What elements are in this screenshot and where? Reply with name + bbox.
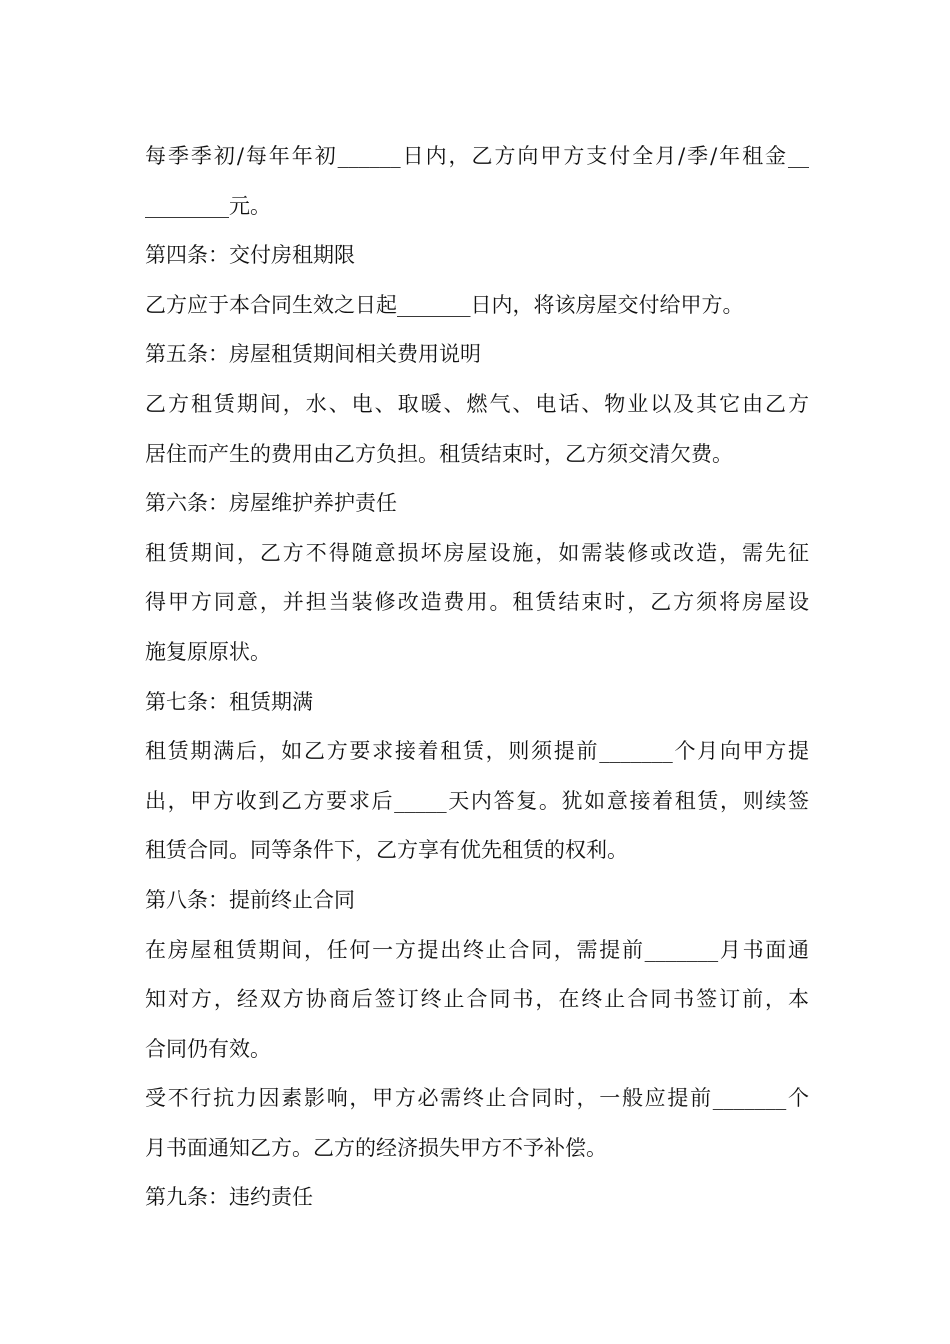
paragraph-line: ________元。 <box>145 193 271 218</box>
paragraph-line: 每季季初/每年年初______日内，乙方向甲方支付全月/季/年租金__ <box>145 144 809 168</box>
paragraph-line: 乙方应于本合同生效之日起_______日内，将该房屋交付给甲方。 <box>145 292 744 317</box>
paragraph-line: 得甲方同意，并担当装修改造费用。租赁结束时，乙方须将房屋设 <box>145 590 809 615</box>
paragraph-line: 租赁期满后，如乙方要求接着租赁，则须提前_______个月向甲方提 <box>145 739 809 764</box>
section-heading: 第九条：违约责任 <box>145 1185 313 1210</box>
paragraph-line: 出，甲方收到乙方要求后_____天内答复。犹如意接着租赁，则续签 <box>145 788 809 813</box>
paragraph-line: 租赁合同。同等条件下，乙方享有优先租赁的权利。 <box>145 838 628 863</box>
paragraph-line: 月书面通知乙方。乙方的经济损失甲方不予补偿。 <box>145 1135 607 1160</box>
paragraph-line: 合同仍有效。 <box>145 1036 271 1061</box>
section-heading: 第六条：房屋维护养护责任 <box>145 491 397 516</box>
paragraph-line: 居住而产生的费用由乙方负担。租赁结束时，乙方须交清欠费。 <box>145 441 733 466</box>
paragraph-line: 施复原原状。 <box>145 639 271 664</box>
paragraph-line: 在房屋租赁期间，任何一方提出终止合同，需提前_______月书面通 <box>145 937 809 962</box>
paragraph-line: 受不行抗力因素影响，甲方必需终止合同时，一般应提前_______个 <box>145 1086 809 1111</box>
section-heading: 第八条：提前终止合同 <box>145 887 355 912</box>
paragraph-line: 租赁期间，乙方不得随意损坏房屋设施，如需装修或改造，需先征 <box>145 540 809 565</box>
section-heading: 第四条：交付房租期限 <box>145 243 355 268</box>
paragraph-line: 乙方租赁期间，水、电、取暖、燃气、电话、物业以及其它由乙方 <box>145 391 809 416</box>
section-heading: 第五条：房屋租赁期间相关费用说明 <box>145 342 481 367</box>
paragraph-line: 知对方，经双方协商后签订终止合同书，在终止合同书签订前，本 <box>145 987 809 1012</box>
section-heading: 第七条：租赁期满 <box>145 689 313 714</box>
document-body <box>145 132 809 1223</box>
